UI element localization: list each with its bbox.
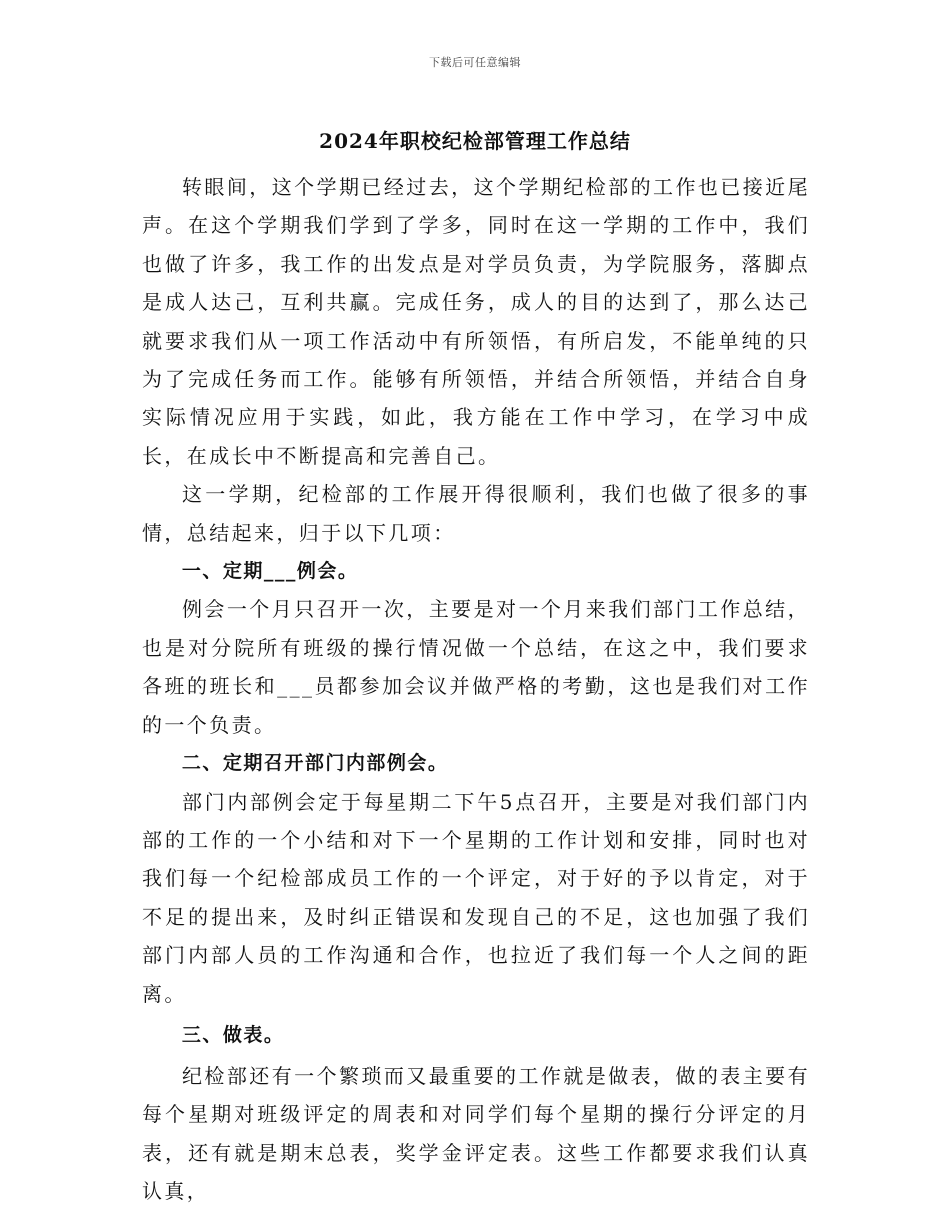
intro-paragraph: 转眼间，这个学期已经过去，这个学期纪检部的工作也已接近尾声。在这个学期我们学到了学多，同时在这一学期的工作中，我们也做了许多，我工作的出发点是对学员负责，为学院服务，落脚点是成人达己，互利共赢。完成任务，成人的目的达到了，那么达己就要求我们从一项工作活动中有所领悟，有所启发，不能单纯的只为了完成任务而工作。能够有所领悟，并结合所领悟，并结合自身实际情况应用于实践，如此，我方能在工作中学习，在学习中成长，在成长中不断提高和完善自己。 [142,175,810,468]
section-3-heading: 三、做表。 [181,1023,285,1046]
document-body [142,168,810,1211]
section-2-paragraph: 部门内部例会定于每星期二下午5点召开，主要是对我们部门内部的工作的一个小结和对下一个星期的工作计划和安排，同时也对我们每一个纪检部成员工作的一个评定，对于好的予以肯定，对于不足的提出来，及时纠正错误和发现自己的不足，这也加强了我们部门内部人员的工作沟通和合作，也拉近了我们每一个人之间的距离。 [142,789,810,1006]
header-note: 下载后可任意编辑 [429,56,521,69]
section-1-paragraph: 例会一个月只召开一次，主要是对一个月来我们部门工作总结，也是对分院所有班级的操行情况做一个总结，在这之中，我们要求各班的班长和___员都参加会议并做严格的考勤，这也是我们对工作的一个负责。 [142,597,810,737]
document-title: 2024年职校纪检部管理工作总结 [319,129,631,153]
summary-paragraph: 这一学期，纪检部的工作展开得很顺利，我们也做了很多的事情，总结起来，归于以下几项： [142,482,810,545]
section-3-paragraph: 纪检部还有一个繁琐而又最重要的工作就是做表，做的表主要有每个星期对班级评定的周表和对同学们每个星期的操行分评定的月表，还有就是期末总表，奖学金评定表。这些工作都要求我们认真认真， [142,1063,810,1204]
section-1-heading: 一、定期___例会。 [181,560,359,583]
section-2-heading: 二、定期召开部门内部例会。 [181,752,449,775]
